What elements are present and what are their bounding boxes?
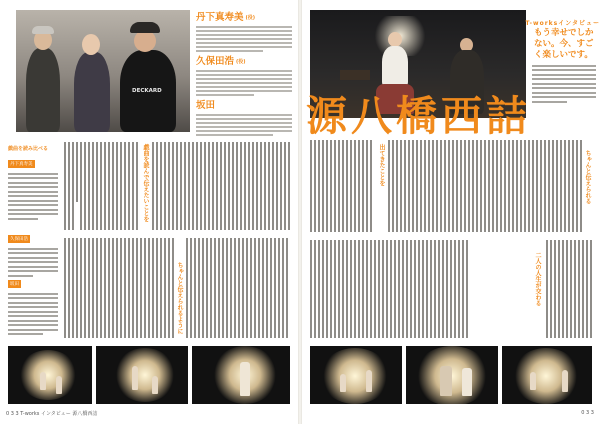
stage-photo-1 [8,346,92,404]
body-text-block-2 [152,142,290,230]
cast-photo [16,10,190,132]
section-heading-1: 戯曲を読んで伝えたいことを [142,144,149,222]
sidebar-text-2 [8,245,58,279]
body-text-block-5 [310,140,372,232]
cast-name-3 [196,100,292,112]
stage-photo-5 [406,346,498,404]
sidebar-label-2: 久保田浩 [10,237,28,242]
cast-bio-3 [196,114,292,136]
cast-figure-center [74,52,110,132]
cast-name-2 [196,56,292,68]
cast-bios [196,10,292,140]
sidebar-text-3 [8,290,58,338]
cast-head-right [134,30,156,52]
cast-name-3-text: 坂田 [196,100,216,111]
stage-prop [340,70,370,80]
sidebar-label-3: 坂田 [10,282,19,287]
body-text-block-6 [388,140,582,232]
body-text-block-8 [546,240,592,338]
sidebar-text-1 [8,170,58,222]
cast-role-1: (役) [245,15,256,21]
cast-bio-1 [196,26,292,52]
stage-photo-6 [502,346,592,404]
section-heading-2: ちゃんと伝えられるように [176,262,183,334]
left-page [0,0,298,424]
stage-photo-3 [192,346,290,404]
cap-icon [130,22,160,33]
shirt-text: DECKARD [132,88,162,94]
body-text-block-4 [186,238,288,338]
cast-role-2: (役) [236,59,246,65]
body-text-block-7 [310,240,468,338]
section-heading-3: 出てきたことを [378,144,385,186]
page-folio-right: 0 3 3 [581,410,594,416]
article-title: 源八橋西詰 [306,92,531,140]
cast-head-center [82,34,100,55]
cast-name-2-text: 久保田浩 [196,56,235,67]
cast-name-1 [196,12,292,24]
right-page [302,0,600,424]
intro-text [532,62,596,105]
stage-photo-4 [310,346,402,404]
body-text-block-1 [64,142,138,230]
sidebar-label-1: 丹下真寿美 [10,162,33,167]
stage-photo-2 [96,346,188,404]
body-text-block-3 [64,238,174,338]
lead-headline: もう幸せでしかない。今、すごく楽しいです。 [534,28,594,60]
sidebar-title: 戯曲を読み比べる [8,146,49,152]
section-heading-5: 二人の人生が交わる [534,252,541,306]
cast-bio-2 [196,70,292,96]
page-folio-left: 0 3 3 T-works インタビュー 源八橋西詰 [6,411,98,417]
section-heading-4: ちゃんと伝えられる [584,150,591,204]
actress-figure [382,46,408,86]
cast-name-1-text: 丹下真寿美 [196,12,244,23]
actress-head [388,32,402,47]
cast-figure-left [26,48,60,132]
series-label: T-worksインタビュー [525,20,600,27]
hair-left [32,26,54,34]
